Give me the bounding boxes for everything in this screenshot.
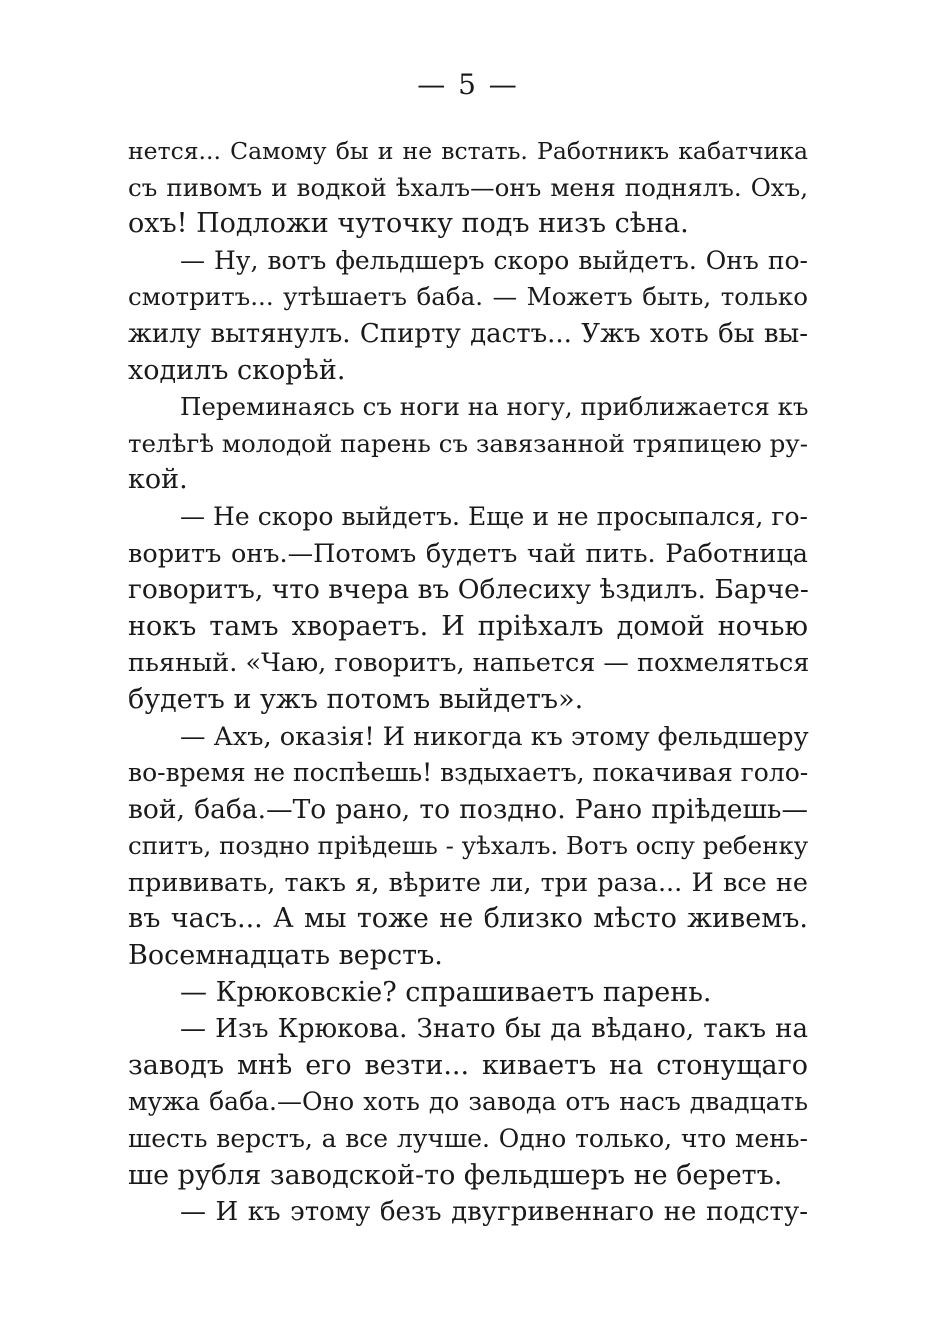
text-line: кой. bbox=[128, 464, 188, 496]
text-line: говоритъ, что вчера въ Облесиху ѣздилъ. Барче- bbox=[128, 574, 809, 606]
text-line: нется... Самому бы и не встать. Работникъ кабатчика bbox=[128, 137, 808, 165]
text-line: будетъ и ужъ потомъ выйдетъ». bbox=[128, 683, 584, 715]
body-text bbox=[128, 133, 808, 1231]
page-number: — 5 — bbox=[417, 68, 519, 101]
text-line: заводъ мнѣ его везти... киваетъ на стонущаго bbox=[128, 1049, 808, 1081]
text-line: шесть верстъ, а все лучше. Одно только, что мень- bbox=[128, 1124, 808, 1154]
text-line: — Крюковскіе? спрашиваетъ парень. bbox=[180, 976, 712, 1008]
text-line: ше рубля заводской-то фельдшеръ не беретъ. bbox=[128, 1159, 783, 1191]
text-line: нокъ тамъ хвораетъ. И пріѣхалъ домой ночью bbox=[128, 610, 808, 642]
text-line: вой, баба.—То рано, то поздно. Рано пріѣдешь— bbox=[128, 793, 808, 825]
text-line: во-время не поспѣешь! вздыхаетъ, покачивая голо- bbox=[128, 758, 809, 788]
text-line: спитъ, поздно пріѣдешь - уѣхалъ. Вотъ оспу ребенку bbox=[128, 831, 809, 861]
text-line: — Изъ Крюкова. Знато бы да вѣдано, такъ на bbox=[180, 1014, 808, 1045]
text-line: телѣгѣ молодой парень съ завязанной тряпицею ру- bbox=[128, 428, 808, 458]
text-line: въ часъ... А мы тоже не близко мѣсто живемъ. bbox=[128, 903, 808, 935]
text-line: — Не скоро выйдетъ. Еще и не просыпался, го- bbox=[180, 501, 808, 531]
text-line: — И къ этому безъ двугривеннаго не подсту- bbox=[180, 1197, 808, 1228]
text-line: Восемнадцать верстъ. bbox=[128, 940, 443, 972]
text-line: воритъ онъ.—Потомъ будетъ чай пить. Работница bbox=[128, 538, 808, 569]
text-line: ходилъ скорѣй. bbox=[128, 354, 346, 386]
text-line: мужа баба.—Оно хоть до завода отъ насъ двадцать bbox=[128, 1087, 808, 1117]
text-line: охъ! Подложи чуточку подъ низъ сѣна. bbox=[128, 208, 689, 240]
text-line: смотритъ... утѣшаетъ баба. — Можетъ быть, только bbox=[128, 282, 808, 312]
text-line: прививать, такъ я, вѣрите ли, три раза... И все не bbox=[128, 867, 808, 898]
text-line: жилу вытянулъ. Спирту дастъ... Ужъ хоть бы вы- bbox=[128, 318, 808, 349]
text-line: пьяный. «Чаю, говоритъ, напьется — похмеляться bbox=[128, 648, 810, 679]
text-line: Переминаясь съ ноги на ногу, приближается къ bbox=[180, 392, 809, 422]
text-line: съ пивомъ и водкой ѣхалъ—онъ меня поднялъ. Охъ, bbox=[128, 172, 808, 202]
text-line: — Ну, вотъ фельдшеръ скоро выйдетъ. Онъ по- bbox=[180, 245, 808, 275]
text-line: — Ахъ, оказія! И никогда къ этому фельдшеру bbox=[180, 721, 809, 752]
